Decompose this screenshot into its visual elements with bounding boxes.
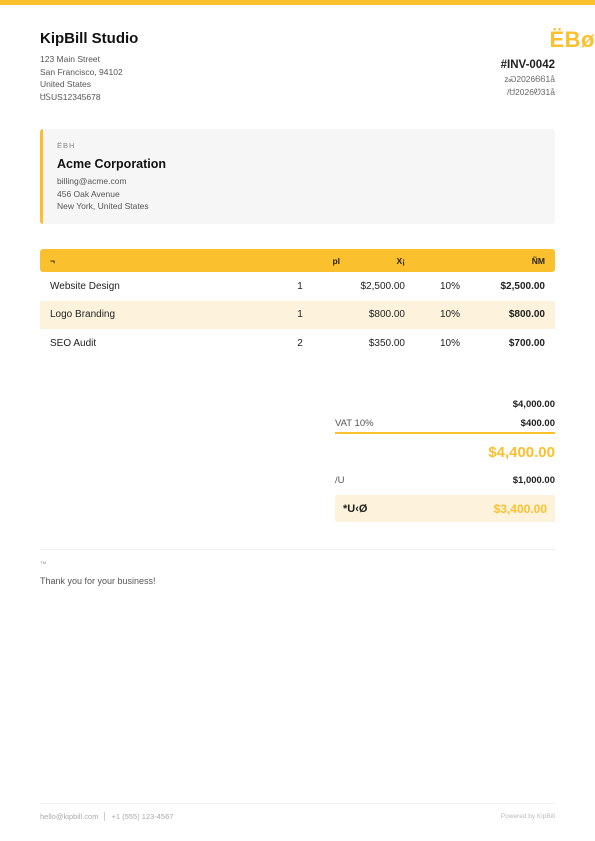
- item-price: $800.00: [368, 309, 405, 321]
- seller-address-line: San Francisco, 94102: [40, 66, 123, 77]
- footer-email[interactable]: hello@kipbill.com: [40, 812, 99, 821]
- item-vat: 10%: [439, 337, 460, 349]
- item-price: $350.00: [368, 337, 405, 349]
- grand-total-row: [335, 434, 555, 470]
- vat-label: VAT 10%: [335, 417, 374, 429]
- paid-value: $1,000.00: [512, 474, 555, 486]
- table-row: [40, 301, 555, 330]
- notes-section: [40, 560, 156, 587]
- table-row: [40, 272, 555, 301]
- accent-bar: [0, 0, 595, 5]
- bill-to-label: ËBH: [57, 141, 76, 150]
- footer-separator: [104, 812, 105, 821]
- item-amount: $2,500.00: [500, 280, 545, 292]
- bill-to-card: [40, 129, 555, 224]
- item-amount: $800.00: [508, 309, 545, 321]
- subtotal-value: $4,000.00: [512, 398, 555, 410]
- amount-due-row: [335, 495, 555, 522]
- item-description: SEO Audit: [50, 337, 97, 349]
- item-price: $2,500.00: [360, 280, 405, 292]
- header-qty: pl: [332, 255, 340, 266]
- header-amount: ÑM: [531, 255, 545, 266]
- table-row: [40, 329, 555, 358]
- invoice-number: #INV-0042: [500, 59, 555, 71]
- seller-tax-id: ᏌᏚUS12345678: [40, 91, 101, 102]
- paid-row: [335, 470, 555, 490]
- seller-block: [40, 30, 300, 103]
- vat-value: $400.00: [520, 417, 555, 429]
- header-description: ¬: [50, 255, 55, 266]
- notes-label: ™: [40, 561, 47, 568]
- vat-row: [335, 414, 555, 434]
- seller-name: KipBill Studio: [40, 30, 139, 47]
- powered-by: Powered by KipBill: [500, 813, 555, 820]
- seller-address-line: United States: [40, 79, 92, 89]
- client-city: New York, United States: [57, 201, 149, 211]
- item-vat: 10%: [439, 309, 460, 321]
- seller-address: [40, 53, 300, 103]
- issue-date: zᏍ2026ᏮᏮ1å: [504, 74, 555, 84]
- amount-due-value: $3,400.00: [493, 501, 547, 516]
- brand-logo: ËBø: [549, 27, 595, 52]
- invoice-meta: [501, 58, 555, 99]
- footer-contact: [40, 812, 173, 821]
- amount-due-label: *U‹Ø: [343, 502, 368, 515]
- item-description: Logo Branding: [50, 309, 116, 321]
- item-amount: $700.00: [508, 337, 545, 349]
- item-vat: 10%: [439, 280, 460, 292]
- subtotal-row: [335, 394, 555, 414]
- notes-text: Thank you for your business!: [40, 576, 156, 586]
- seller-address-line: 123 Main Street: [40, 54, 101, 64]
- client-address: 456 Oak Avenue: [57, 188, 120, 199]
- item-qty: 2: [297, 337, 303, 349]
- client-name: Acme Corporation: [57, 157, 167, 171]
- client-email: billing@acme.com: [57, 176, 127, 186]
- footer-divider: [40, 803, 555, 804]
- line-items-table: [40, 249, 555, 358]
- grand-total-value: $4,400.00: [488, 443, 555, 461]
- item-qty: 1: [297, 309, 303, 321]
- due-date: /Ꮜ2026Ꮼ31å: [507, 87, 555, 97]
- paid-label: /U: [335, 474, 345, 486]
- notes-divider: [40, 549, 555, 550]
- table-header: [40, 249, 555, 272]
- totals-block: [335, 394, 555, 522]
- item-qty: 1: [297, 280, 303, 292]
- item-description: Website Design: [50, 280, 120, 292]
- header-price: X¡: [396, 255, 405, 266]
- footer-phone: +1 (555) 123-4567: [111, 812, 174, 821]
